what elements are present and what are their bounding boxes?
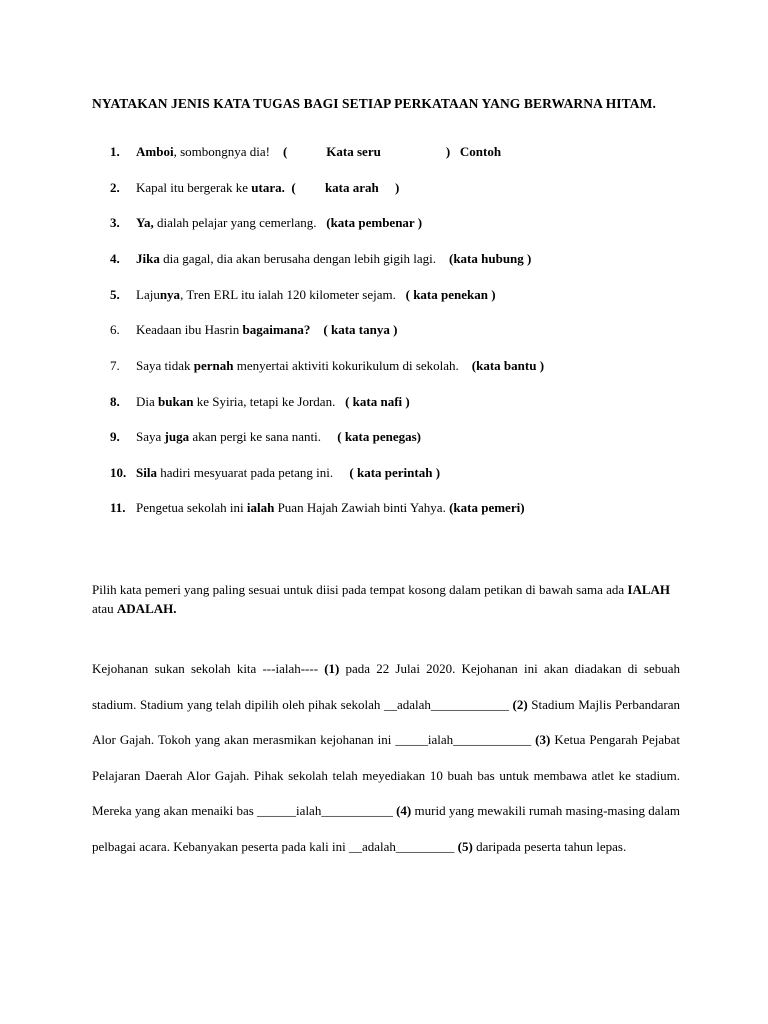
question-answer: ( kata penegas)	[337, 429, 422, 444]
question-answer: ( kata perintah )	[349, 465, 441, 480]
cloze-passage	[92, 651, 680, 864]
question-answer: ( kata tanya )	[323, 322, 398, 337]
question-text-pre: Saya	[136, 429, 165, 444]
question-number: 3.	[110, 215, 120, 230]
passage-segment: Kejohanan sukan sekolah kita ---ialah----	[92, 661, 325, 676]
question-text-pre: Keadaan ibu Hasrin	[136, 322, 243, 337]
instruction-word-ialah: IALAH	[627, 582, 671, 597]
question-answer: ( Kata seru )	[282, 144, 451, 159]
instruction-connector: atau	[92, 601, 117, 616]
question-text-post: hadiri mesyuarat pada petang ini.	[156, 465, 334, 480]
question-text-pre: Saya tidak	[136, 358, 194, 373]
question-text-post: dialah pelajar yang cemerlang.	[153, 215, 317, 230]
passage-segment: Stadium Majlis Perbandaran Alor Gajah. Tokoh yang akan merasmikan kejohanan ini _____ialah____________	[92, 696, 680, 747]
question-text-pre: Pengetua sekolah ini	[136, 500, 247, 515]
question-1	[110, 143, 501, 161]
question-4	[110, 250, 531, 268]
question-6	[110, 321, 397, 339]
blank-marker-1: (1)	[324, 661, 340, 676]
question-text-pre: Kapal itu bergerak ke	[136, 180, 252, 195]
question-keyword: Ya,	[136, 215, 154, 230]
question-9	[110, 428, 421, 446]
blank-marker-4: (4)	[396, 803, 412, 818]
question-text-pre: Dia	[136, 394, 159, 409]
instruction-word-adalah: ADALAH.	[116, 601, 177, 616]
question-number: 9.	[110, 429, 120, 444]
passage-segment: murid yang mewakili rumah masing-masing dalam pelbagai acara. Kebanyakan peserta pada kali ini __adalah_________	[92, 803, 680, 854]
question-keyword: Jika	[136, 251, 160, 266]
question-keyword: Sila	[136, 465, 157, 480]
question-text-post: dia gagal, dia akan berusaha dengan lebih gigih lagi.	[159, 251, 436, 266]
question-number: 2.	[110, 180, 120, 195]
question-keyword: pernah	[193, 358, 234, 373]
question-answer: (kata bantu )	[471, 358, 545, 373]
question-number: 1.	[110, 144, 120, 159]
question-keyword: ialah	[246, 500, 275, 515]
question-5	[110, 286, 496, 304]
question-text-pre: Laju	[136, 287, 160, 302]
question-3	[110, 214, 422, 232]
question-answer: ( kata penekan )	[405, 287, 496, 302]
question-text-post: Puan Hajah Zawiah binti Yahya.	[274, 500, 446, 515]
question-8	[110, 393, 410, 411]
question-keyword: juga	[164, 429, 190, 444]
question-answer: (kata pembenar )	[326, 215, 423, 230]
example-label: Contoh	[459, 144, 502, 159]
instruction-paragraph	[92, 580, 692, 618]
question-text-post: akan pergi ke sana nanti.	[189, 429, 321, 444]
question-answer: (kata pemeri)	[449, 500, 525, 515]
question-keyword: Amboi	[136, 144, 174, 159]
question-text-post: ke Syiria, tetapi ke Jordan.	[193, 394, 336, 409]
blank-marker-5: (5)	[457, 838, 473, 854]
passage-segment: daripada peserta tahun lepas.	[472, 838, 627, 854]
question-text-post: , sombongnya dia!	[173, 144, 270, 159]
instruction-text: Pilih kata pemeri yang paling sesuai untuk diisi pada tempat kosong dalam petikan di bawah sama ada	[92, 582, 628, 597]
worksheet-title: NYATAKAN JENIS KATA TUGAS BAGI SETIAP PERKATAAN YANG BERWARNA HITAM.	[92, 96, 656, 111]
question-number: 8.	[110, 394, 120, 409]
question-number: 11.	[110, 500, 126, 515]
question-number: 5.	[110, 287, 120, 302]
question-10	[110, 464, 440, 482]
blank-marker-3: (3)	[535, 732, 551, 747]
question-number: 6.	[110, 322, 120, 337]
question-number: 4.	[110, 251, 120, 266]
question-7	[110, 357, 544, 375]
question-keyword: nya	[159, 287, 181, 302]
question-text-post: menyertai aktiviti kokurikulum di sekolah.	[233, 358, 459, 373]
question-number: 7.	[110, 358, 120, 373]
blank-marker-2: (2)	[512, 696, 528, 712]
question-answer: ( kata nafi )	[345, 394, 410, 409]
question-keyword: utara.	[251, 180, 285, 195]
question-11	[110, 499, 525, 517]
question-2	[110, 179, 399, 197]
question-keyword: bukan	[158, 394, 194, 409]
passage-segment: Ketua Pengarah Pejabat Pelajaran Daerah Alor Gajah. Pihak sekolah telah meyediakan 10 buah bas untuk membawa atlet ke stadium. Mereka yang akan menaiki bas ______ialah___________	[92, 732, 680, 818]
question-keyword: bagaimana?	[242, 322, 311, 337]
question-answer: ( kata arah )	[291, 180, 400, 195]
question-text-post: , Tren ERL itu ialah 120 kilometer sejam.	[180, 287, 396, 302]
passage-segment: pada 22 Julai 2020. Kejohanan ini akan diadakan di sebuah stadium. Stadium yang telah dipilih oleh pihak sekolah __adalah____________	[92, 661, 680, 712]
question-answer: (kata hubung )	[449, 251, 532, 266]
question-number: 10.	[110, 465, 127, 480]
